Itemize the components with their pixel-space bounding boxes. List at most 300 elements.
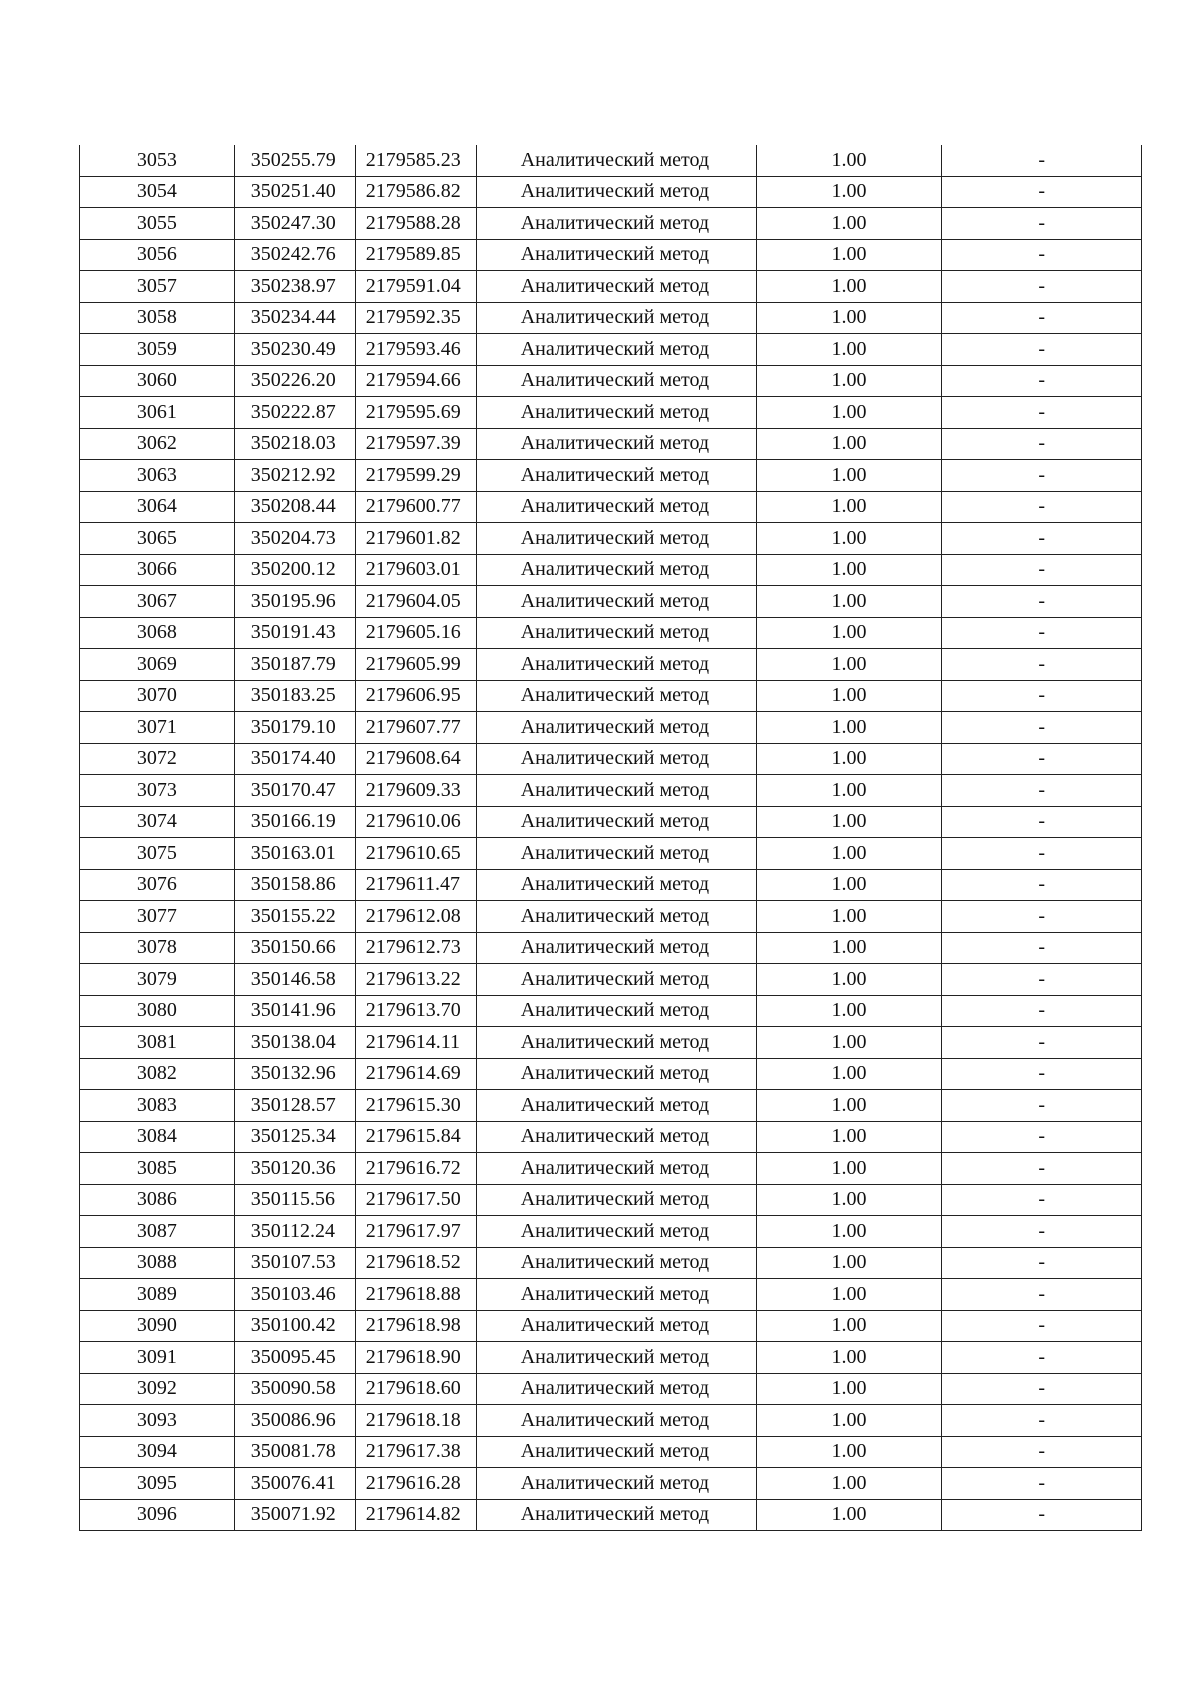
point-number-cell: 3080 — [80, 995, 235, 1027]
error-cell: 1.00 — [756, 208, 942, 240]
error-cell: 1.00 — [756, 1436, 942, 1468]
error-cell: 1.00 — [756, 586, 942, 618]
y-coordinate-cell: 2179618.52 — [355, 1247, 476, 1279]
x-coordinate-cell: 350125.34 — [234, 1121, 355, 1153]
method-cell: Аналитический метод — [476, 775, 756, 807]
x-coordinate-cell: 350132.96 — [234, 1058, 355, 1090]
table-row — [80, 1436, 1142, 1468]
x-coordinate-cell: 350081.78 — [234, 1436, 355, 1468]
table-row — [80, 775, 1142, 807]
table-row — [80, 995, 1142, 1027]
method-cell: Аналитический метод — [476, 1247, 756, 1279]
description-cell: - — [942, 680, 1142, 712]
error-cell: 1.00 — [756, 1405, 942, 1437]
description-cell: - — [942, 1247, 1142, 1279]
point-number-cell: 3069 — [80, 649, 235, 681]
table-row — [80, 397, 1142, 429]
method-cell: Аналитический метод — [476, 334, 756, 366]
error-cell: 1.00 — [756, 838, 942, 870]
y-coordinate-cell: 2179606.95 — [355, 680, 476, 712]
table-row — [80, 806, 1142, 838]
y-coordinate-cell: 2179610.06 — [355, 806, 476, 838]
method-cell: Аналитический метод — [476, 1279, 756, 1311]
y-coordinate-cell: 2179608.64 — [355, 743, 476, 775]
method-cell: Аналитический метод — [476, 460, 756, 492]
point-number-cell: 3091 — [80, 1342, 235, 1374]
description-cell: - — [942, 1279, 1142, 1311]
y-coordinate-cell: 2179594.66 — [355, 365, 476, 397]
error-cell: 1.00 — [756, 617, 942, 649]
table-row — [80, 1216, 1142, 1248]
point-number-cell: 3067 — [80, 586, 235, 618]
x-coordinate-cell: 350115.56 — [234, 1184, 355, 1216]
method-cell: Аналитический метод — [476, 302, 756, 334]
description-cell: - — [942, 932, 1142, 964]
point-number-cell: 3072 — [80, 743, 235, 775]
table-row — [80, 523, 1142, 555]
x-coordinate-cell: 350251.40 — [234, 176, 355, 208]
y-coordinate-cell: 2179599.29 — [355, 460, 476, 492]
x-coordinate-cell: 350155.22 — [234, 901, 355, 933]
x-coordinate-cell: 350090.58 — [234, 1373, 355, 1405]
x-coordinate-cell: 350234.44 — [234, 302, 355, 334]
error-cell: 1.00 — [756, 1153, 942, 1185]
error-cell: 1.00 — [756, 649, 942, 681]
table-row — [80, 176, 1142, 208]
point-number-cell: 3096 — [80, 1499, 235, 1531]
point-number-cell: 3059 — [80, 334, 235, 366]
x-coordinate-cell: 350163.01 — [234, 838, 355, 870]
description-cell: - — [942, 806, 1142, 838]
table-row — [80, 838, 1142, 870]
description-cell: - — [942, 901, 1142, 933]
point-number-cell: 3053 — [80, 145, 235, 176]
x-coordinate-cell: 350183.25 — [234, 680, 355, 712]
error-cell: 1.00 — [756, 1058, 942, 1090]
y-coordinate-cell: 2179595.69 — [355, 397, 476, 429]
y-coordinate-cell: 2179605.99 — [355, 649, 476, 681]
x-coordinate-cell: 350095.45 — [234, 1342, 355, 1374]
point-number-cell: 3086 — [80, 1184, 235, 1216]
y-coordinate-cell: 2179610.65 — [355, 838, 476, 870]
error-cell: 1.00 — [756, 1184, 942, 1216]
table-row — [80, 1153, 1142, 1185]
description-cell: - — [942, 869, 1142, 901]
x-coordinate-cell: 350086.96 — [234, 1405, 355, 1437]
error-cell: 1.00 — [756, 271, 942, 303]
table-row — [80, 1499, 1142, 1531]
method-cell: Аналитический метод — [476, 649, 756, 681]
error-cell: 1.00 — [756, 365, 942, 397]
error-cell: 1.00 — [756, 334, 942, 366]
description-cell: - — [942, 491, 1142, 523]
table-row — [80, 901, 1142, 933]
point-number-cell: 3095 — [80, 1468, 235, 1500]
description-cell: - — [942, 995, 1142, 1027]
description-cell: - — [942, 1090, 1142, 1122]
method-cell: Аналитический метод — [476, 806, 756, 838]
description-cell: - — [942, 145, 1142, 176]
y-coordinate-cell: 2179603.01 — [355, 554, 476, 586]
y-coordinate-cell: 2179592.35 — [355, 302, 476, 334]
y-coordinate-cell: 2179586.82 — [355, 176, 476, 208]
table-row — [80, 554, 1142, 586]
table-row — [80, 1405, 1142, 1437]
point-number-cell: 3055 — [80, 208, 235, 240]
table-row — [80, 365, 1142, 397]
table-row — [80, 1279, 1142, 1311]
error-cell: 1.00 — [756, 712, 942, 744]
table-row — [80, 1342, 1142, 1374]
description-cell: - — [942, 208, 1142, 240]
x-coordinate-cell: 350103.46 — [234, 1279, 355, 1311]
x-coordinate-cell: 350218.03 — [234, 428, 355, 460]
description-cell: - — [942, 397, 1142, 429]
description-cell: - — [942, 1216, 1142, 1248]
description-cell: - — [942, 838, 1142, 870]
method-cell: Аналитический метод — [476, 838, 756, 870]
description-cell: - — [942, 1342, 1142, 1374]
y-coordinate-cell: 2179618.98 — [355, 1310, 476, 1342]
error-cell: 1.00 — [756, 1090, 942, 1122]
table-row — [80, 586, 1142, 618]
error-cell: 1.00 — [756, 932, 942, 964]
point-number-cell: 3074 — [80, 806, 235, 838]
description-cell: - — [942, 554, 1142, 586]
y-coordinate-cell: 2179614.82 — [355, 1499, 476, 1531]
method-cell: Аналитический метод — [476, 1184, 756, 1216]
error-cell: 1.00 — [756, 743, 942, 775]
error-cell: 1.00 — [756, 1342, 942, 1374]
method-cell: Аналитический метод — [476, 1342, 756, 1374]
point-number-cell: 3081 — [80, 1027, 235, 1059]
y-coordinate-cell: 2179617.97 — [355, 1216, 476, 1248]
table-row — [80, 1058, 1142, 1090]
point-number-cell: 3060 — [80, 365, 235, 397]
y-coordinate-cell: 2179609.33 — [355, 775, 476, 807]
x-coordinate-cell: 350076.41 — [234, 1468, 355, 1500]
x-coordinate-cell: 350128.57 — [234, 1090, 355, 1122]
point-number-cell: 3088 — [80, 1247, 235, 1279]
error-cell: 1.00 — [756, 1310, 942, 1342]
method-cell: Аналитический метод — [476, 586, 756, 618]
point-number-cell: 3085 — [80, 1153, 235, 1185]
error-cell: 1.00 — [756, 1373, 942, 1405]
point-number-cell: 3084 — [80, 1121, 235, 1153]
description-cell: - — [942, 1310, 1142, 1342]
x-coordinate-cell: 350204.73 — [234, 523, 355, 555]
table-row — [80, 1090, 1142, 1122]
x-coordinate-cell: 350174.40 — [234, 743, 355, 775]
table-row — [80, 145, 1142, 176]
table-row — [80, 208, 1142, 240]
error-cell: 1.00 — [756, 1468, 942, 1500]
point-number-cell: 3089 — [80, 1279, 235, 1311]
point-number-cell: 3090 — [80, 1310, 235, 1342]
method-cell: Аналитический метод — [476, 1436, 756, 1468]
point-number-cell: 3075 — [80, 838, 235, 870]
error-cell: 1.00 — [756, 1247, 942, 1279]
error-cell: 1.00 — [756, 964, 942, 996]
error-cell: 1.00 — [756, 1027, 942, 1059]
method-cell: Аналитический метод — [476, 680, 756, 712]
table-row — [80, 964, 1142, 996]
table-row — [80, 743, 1142, 775]
method-cell: Аналитический метод — [476, 1499, 756, 1531]
point-number-cell: 3073 — [80, 775, 235, 807]
y-coordinate-cell: 2179593.46 — [355, 334, 476, 366]
x-coordinate-cell: 350166.19 — [234, 806, 355, 838]
y-coordinate-cell: 2179600.77 — [355, 491, 476, 523]
method-cell: Аналитический метод — [476, 491, 756, 523]
point-number-cell: 3062 — [80, 428, 235, 460]
y-coordinate-cell: 2179611.47 — [355, 869, 476, 901]
method-cell: Аналитический метод — [476, 1027, 756, 1059]
point-number-cell: 3057 — [80, 271, 235, 303]
method-cell: Аналитический метод — [476, 1090, 756, 1122]
description-cell: - — [942, 1058, 1142, 1090]
point-number-cell: 3071 — [80, 712, 235, 744]
description-cell: - — [942, 586, 1142, 618]
y-coordinate-cell: 2179597.39 — [355, 428, 476, 460]
table-row — [80, 1373, 1142, 1405]
point-number-cell: 3058 — [80, 302, 235, 334]
point-number-cell: 3070 — [80, 680, 235, 712]
method-cell: Аналитический метод — [476, 901, 756, 933]
y-coordinate-cell: 2179614.11 — [355, 1027, 476, 1059]
table-row — [80, 1468, 1142, 1500]
description-cell: - — [942, 334, 1142, 366]
coordinates-table-body — [80, 145, 1142, 1531]
table-row — [80, 649, 1142, 681]
description-cell: - — [942, 1499, 1142, 1531]
table-row — [80, 1247, 1142, 1279]
x-coordinate-cell: 350238.97 — [234, 271, 355, 303]
table-row — [80, 491, 1142, 523]
y-coordinate-cell: 2179615.30 — [355, 1090, 476, 1122]
method-cell: Аналитический метод — [476, 1153, 756, 1185]
error-cell: 1.00 — [756, 995, 942, 1027]
description-cell: - — [942, 365, 1142, 397]
method-cell: Аналитический метод — [476, 145, 756, 176]
description-cell: - — [942, 1405, 1142, 1437]
x-coordinate-cell: 350191.43 — [234, 617, 355, 649]
y-coordinate-cell: 2179618.18 — [355, 1405, 476, 1437]
x-coordinate-cell: 350208.44 — [234, 491, 355, 523]
coordinates-table — [79, 145, 1142, 1531]
point-number-cell: 3082 — [80, 1058, 235, 1090]
table-row — [80, 334, 1142, 366]
x-coordinate-cell: 350112.24 — [234, 1216, 355, 1248]
description-cell: - — [942, 271, 1142, 303]
description-cell: - — [942, 176, 1142, 208]
method-cell: Аналитический метод — [476, 271, 756, 303]
table-row — [80, 617, 1142, 649]
y-coordinate-cell: 2179607.77 — [355, 712, 476, 744]
error-cell: 1.00 — [756, 176, 942, 208]
point-number-cell: 3093 — [80, 1405, 235, 1437]
y-coordinate-cell: 2179605.16 — [355, 617, 476, 649]
error-cell: 1.00 — [756, 302, 942, 334]
point-number-cell: 3068 — [80, 617, 235, 649]
method-cell: Аналитический метод — [476, 869, 756, 901]
point-number-cell: 3063 — [80, 460, 235, 492]
x-coordinate-cell: 350170.47 — [234, 775, 355, 807]
x-coordinate-cell: 350242.76 — [234, 239, 355, 271]
y-coordinate-cell: 2179618.88 — [355, 1279, 476, 1311]
description-cell: - — [942, 1436, 1142, 1468]
method-cell: Аналитический метод — [476, 1405, 756, 1437]
x-coordinate-cell: 350212.92 — [234, 460, 355, 492]
table-row — [80, 460, 1142, 492]
table-row — [80, 1121, 1142, 1153]
description-cell: - — [942, 1121, 1142, 1153]
method-cell: Аналитический метод — [476, 617, 756, 649]
table-row — [80, 712, 1142, 744]
point-number-cell: 3087 — [80, 1216, 235, 1248]
point-number-cell: 3078 — [80, 932, 235, 964]
error-cell: 1.00 — [756, 491, 942, 523]
error-cell: 1.00 — [756, 775, 942, 807]
method-cell: Аналитический метод — [476, 554, 756, 586]
description-cell: - — [942, 775, 1142, 807]
y-coordinate-cell: 2179617.50 — [355, 1184, 476, 1216]
y-coordinate-cell: 2179615.84 — [355, 1121, 476, 1153]
x-coordinate-cell: 350138.04 — [234, 1027, 355, 1059]
x-coordinate-cell: 350200.12 — [234, 554, 355, 586]
table-row — [80, 680, 1142, 712]
method-cell: Аналитический метод — [476, 176, 756, 208]
method-cell: Аналитический метод — [476, 743, 756, 775]
error-cell: 1.00 — [756, 145, 942, 176]
description-cell: - — [942, 1153, 1142, 1185]
method-cell: Аналитический метод — [476, 1373, 756, 1405]
point-number-cell: 3066 — [80, 554, 235, 586]
x-coordinate-cell: 350120.36 — [234, 1153, 355, 1185]
error-cell: 1.00 — [756, 901, 942, 933]
method-cell: Аналитический метод — [476, 1216, 756, 1248]
method-cell: Аналитический метод — [476, 1121, 756, 1153]
error-cell: 1.00 — [756, 1499, 942, 1531]
point-number-cell: 3079 — [80, 964, 235, 996]
error-cell: 1.00 — [756, 1121, 942, 1153]
method-cell: Аналитический метод — [476, 995, 756, 1027]
x-coordinate-cell: 350071.92 — [234, 1499, 355, 1531]
error-cell: 1.00 — [756, 869, 942, 901]
description-cell: - — [942, 1027, 1142, 1059]
method-cell: Аналитический метод — [476, 428, 756, 460]
description-cell: - — [942, 1468, 1142, 1500]
table-row — [80, 932, 1142, 964]
point-number-cell: 3054 — [80, 176, 235, 208]
error-cell: 1.00 — [756, 1279, 942, 1311]
method-cell: Аналитический метод — [476, 1468, 756, 1500]
table-row — [80, 302, 1142, 334]
description-cell: - — [942, 617, 1142, 649]
x-coordinate-cell: 350141.96 — [234, 995, 355, 1027]
method-cell: Аналитический метод — [476, 239, 756, 271]
y-coordinate-cell: 2179585.23 — [355, 145, 476, 176]
description-cell: - — [942, 964, 1142, 996]
point-number-cell: 3064 — [80, 491, 235, 523]
method-cell: Аналитический метод — [476, 365, 756, 397]
x-coordinate-cell: 350230.49 — [234, 334, 355, 366]
method-cell: Аналитический метод — [476, 1310, 756, 1342]
method-cell: Аналитический метод — [476, 208, 756, 240]
error-cell: 1.00 — [756, 1216, 942, 1248]
point-number-cell: 3061 — [80, 397, 235, 429]
x-coordinate-cell: 350150.66 — [234, 932, 355, 964]
description-cell: - — [942, 1184, 1142, 1216]
y-coordinate-cell: 2179613.22 — [355, 964, 476, 996]
table-row — [80, 1027, 1142, 1059]
table-row — [80, 239, 1142, 271]
x-coordinate-cell: 350247.30 — [234, 208, 355, 240]
table-row — [80, 428, 1142, 460]
error-cell: 1.00 — [756, 428, 942, 460]
y-coordinate-cell: 2179601.82 — [355, 523, 476, 555]
x-coordinate-cell: 350255.79 — [234, 145, 355, 176]
y-coordinate-cell: 2179589.85 — [355, 239, 476, 271]
x-coordinate-cell: 350100.42 — [234, 1310, 355, 1342]
description-cell: - — [942, 239, 1142, 271]
y-coordinate-cell: 2179618.60 — [355, 1373, 476, 1405]
y-coordinate-cell: 2179614.69 — [355, 1058, 476, 1090]
x-coordinate-cell: 350158.86 — [234, 869, 355, 901]
y-coordinate-cell: 2179616.72 — [355, 1153, 476, 1185]
error-cell: 1.00 — [756, 554, 942, 586]
method-cell: Аналитический метод — [476, 397, 756, 429]
x-coordinate-cell: 350195.96 — [234, 586, 355, 618]
error-cell: 1.00 — [756, 523, 942, 555]
description-cell: - — [942, 1373, 1142, 1405]
point-number-cell: 3076 — [80, 869, 235, 901]
point-number-cell: 3092 — [80, 1373, 235, 1405]
point-number-cell: 3065 — [80, 523, 235, 555]
point-number-cell: 3094 — [80, 1436, 235, 1468]
table-row — [80, 1184, 1142, 1216]
table-row — [80, 1310, 1142, 1342]
y-coordinate-cell: 2179604.05 — [355, 586, 476, 618]
table-row — [80, 271, 1142, 303]
point-number-cell: 3077 — [80, 901, 235, 933]
error-cell: 1.00 — [756, 397, 942, 429]
y-coordinate-cell: 2179617.38 — [355, 1436, 476, 1468]
method-cell: Аналитический метод — [476, 523, 756, 555]
description-cell: - — [942, 523, 1142, 555]
description-cell: - — [942, 649, 1142, 681]
x-coordinate-cell: 350222.87 — [234, 397, 355, 429]
y-coordinate-cell: 2179612.08 — [355, 901, 476, 933]
method-cell: Аналитический метод — [476, 712, 756, 744]
description-cell: - — [942, 428, 1142, 460]
x-coordinate-cell: 350146.58 — [234, 964, 355, 996]
method-cell: Аналитический метод — [476, 932, 756, 964]
y-coordinate-cell: 2179618.90 — [355, 1342, 476, 1374]
description-cell: - — [942, 302, 1142, 334]
x-coordinate-cell: 350226.20 — [234, 365, 355, 397]
description-cell: - — [942, 460, 1142, 492]
error-cell: 1.00 — [756, 239, 942, 271]
x-coordinate-cell: 350107.53 — [234, 1247, 355, 1279]
y-coordinate-cell: 2179612.73 — [355, 932, 476, 964]
error-cell: 1.00 — [756, 460, 942, 492]
method-cell: Аналитический метод — [476, 964, 756, 996]
point-number-cell: 3056 — [80, 239, 235, 271]
x-coordinate-cell: 350187.79 — [234, 649, 355, 681]
y-coordinate-cell: 2179616.28 — [355, 1468, 476, 1500]
y-coordinate-cell: 2179613.70 — [355, 995, 476, 1027]
